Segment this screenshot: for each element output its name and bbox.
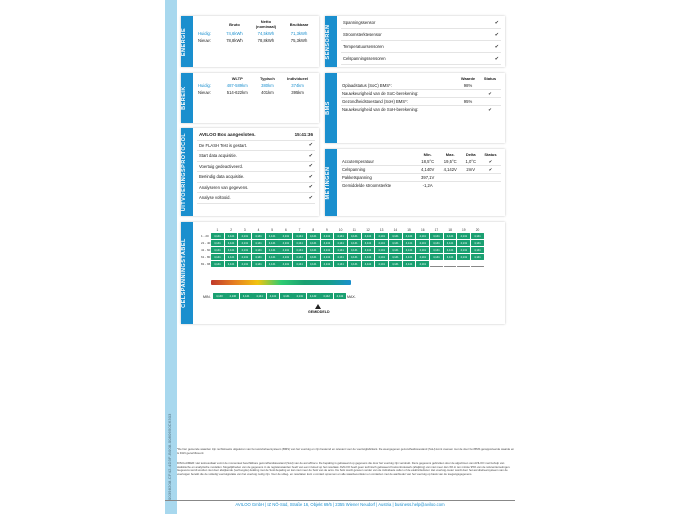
header-netto: Netto (nominaal): [255, 19, 277, 29]
cell-empty: [444, 261, 457, 267]
cell-voltage: 4,141: [444, 233, 457, 239]
cell-voltage: 4,141: [307, 261, 320, 267]
cell-voltage: 4,141: [362, 240, 375, 246]
cell-voltage: 4,141: [348, 254, 361, 260]
check-icon: ✔: [308, 152, 313, 159]
header-delta: Delta: [465, 152, 476, 157]
cell-voltage: 4,141: [430, 254, 443, 260]
column-header: 15: [407, 228, 411, 232]
footer-note: *De hier getoonde waarden zijn rechtstreeks uitgelezen van het accubeheersysteem (BMS) van het voertuig en zijn bestemd en relevant voor de voertuigfabrikant. De weergegeven gezondheidstoestand (SoH) komt overeen met de door het BMS gerapporteerde waarde en is DAN gecertificeerd.: [177, 447, 515, 455]
cell-voltage: 4,141: [403, 247, 416, 253]
column-header: 18: [448, 228, 452, 232]
sensoren-tab: SENSOREN: [325, 16, 337, 67]
check-icon: ✔: [308, 194, 313, 201]
column-header: 17: [434, 228, 439, 232]
cell-row: [201, 240, 485, 246]
cell-voltage: 4,141: [348, 247, 361, 253]
protocol-step-label: Start data acquisitie.: [199, 153, 237, 159]
column-header: 9: [326, 228, 328, 232]
check-icon: ✔: [494, 43, 499, 50]
voltage-legend: [213, 293, 347, 299]
max-label: MAX.: [347, 295, 356, 299]
legend-cell: 4,141: [293, 293, 306, 299]
protocol-step-label: Analyseren van gegevens.: [199, 184, 249, 190]
cell-voltage: 4,141: [307, 240, 320, 246]
cell-voltage: 4,141: [430, 240, 443, 246]
column-header: 13: [379, 228, 384, 232]
header-individueel: Individueel: [287, 76, 309, 81]
cell-voltage: 4,141: [321, 233, 334, 239]
cell-voltage: 4,141: [225, 240, 238, 246]
cell-voltage: 4,141: [266, 240, 279, 246]
cell-empty: [457, 261, 470, 267]
header-min: Min.: [423, 152, 432, 157]
cell-row: [201, 233, 485, 239]
legend-cell: 4,141: [267, 293, 280, 299]
column-header: 12: [366, 228, 370, 232]
bms-row: Oplaadstatus (SoC) BMS*: 98%: [341, 82, 501, 90]
header-status: Status: [483, 76, 497, 81]
cell-voltage: 4,141: [362, 254, 375, 260]
row-label: 21 - 40: [201, 241, 211, 245]
bms-card: [325, 73, 505, 143]
sensoren-card: [325, 16, 505, 67]
sensor-label: Spanningssensor: [343, 20, 376, 25]
row-label: 61 - 80: [201, 255, 211, 259]
check-icon: ✔: [308, 173, 313, 180]
cell-voltage: 4,141: [375, 240, 388, 246]
cell-voltage: 4,141: [348, 240, 361, 246]
cell-voltage: 4,141: [238, 233, 251, 239]
cell-voltage: 4,141: [225, 247, 238, 253]
energie-table: [197, 18, 315, 44]
cell-voltage: 4,141: [362, 261, 375, 267]
cell-voltage: 4,141: [293, 240, 306, 246]
cell-voltage: 4,141: [471, 240, 484, 246]
sensor-item: [341, 29, 501, 41]
cell-voltage: 4,141: [321, 247, 334, 253]
sidebar-strip: [165, 0, 177, 514]
sensor-label: Celspanningssensoren: [343, 56, 386, 61]
header-status: Status: [484, 152, 497, 157]
cell-voltage: 4,141: [211, 254, 224, 260]
protocol-step: [197, 172, 315, 183]
bms-row: Gezondheidstoestand (SoH) BMS*: 95%: [341, 98, 501, 106]
cell-voltage: 4,141: [293, 233, 306, 239]
protocol-step: [197, 141, 315, 152]
cell-voltage: 4,141: [389, 261, 402, 267]
cell-voltage: 4,141: [266, 233, 279, 239]
cell-voltage: 4,141: [430, 233, 443, 239]
sensor-label: Temperatuursensoren: [343, 44, 384, 49]
column-header: 19: [462, 228, 466, 232]
header-max: Max.: [445, 152, 455, 157]
bms-row: Nauwkeurigheid van de SoH-berekening: ✔: [342, 107, 492, 112]
energie-card: [181, 16, 319, 67]
cell-voltage: 4,141: [252, 240, 265, 246]
legend-cell: 4,142: [320, 293, 333, 299]
cell-voltage: 4,141: [389, 247, 402, 253]
cell-voltage: 4,141: [416, 247, 429, 253]
energie-row-nieuw: Nieuw: 78,8kWh 78,8kWh 75,3kWh: [198, 38, 308, 43]
header-bruto: Bruto: [229, 21, 240, 27]
cell-voltage: 4,141: [457, 240, 470, 246]
cell-voltage: 4,141: [457, 247, 470, 253]
cell-voltage: 4,141: [279, 233, 292, 239]
footer-address: AVILOO GmbH | IZ NÖ-Süd, Straße 16, Objekt 69/5 | 2355 Wiener Neudorf | Austria | business.help@aviloo.com: [235, 502, 445, 507]
bms-row: Nauwkeurigheid van de SoC-berekening: ✔: [341, 90, 501, 98]
cell-voltage: 4,141: [307, 247, 320, 253]
cell-voltage: 4,141: [211, 261, 224, 267]
cell-voltage: 4,141: [225, 233, 238, 239]
cell-voltage-grid: [201, 228, 485, 268]
metingen-row: Accutemperatuur 18,5°C 19,5°C 1,0°C ✔: [341, 158, 501, 166]
cell-voltage: 4,141: [279, 240, 292, 246]
check-icon: ✔: [308, 163, 313, 170]
metingen-row: Gemiddelde stroomsterkte -1,2A: [342, 183, 433, 188]
cell-voltage: 4,141: [266, 254, 279, 260]
cell-voltage: 4,141: [362, 247, 375, 253]
cell-voltage: 4,141: [444, 240, 457, 246]
cell-voltage: 4,141: [389, 240, 402, 246]
column-header: 1: [216, 228, 219, 232]
bms-table: [341, 75, 501, 113]
header-typisch: Typisch: [260, 76, 275, 81]
metingen-tab: METINGEN: [325, 149, 337, 216]
cell-voltage: 4,141: [444, 247, 457, 253]
cell-voltage: 4,141: [307, 254, 320, 260]
cell-voltage: 4,141: [238, 247, 251, 253]
protocol-list: [197, 141, 315, 204]
protocol-step-label: De FLASH Test is gestart.: [199, 142, 248, 148]
sensor-item: [341, 17, 501, 29]
gemiddeld-marker-icon: [315, 304, 321, 309]
bereik-card: [181, 73, 319, 123]
cell-voltage: 4,141: [416, 240, 429, 246]
column-header: 2: [230, 228, 232, 232]
protocol-step-label: Beëindig data acquisitie.: [199, 174, 245, 180]
cell-voltage: 4,141: [403, 240, 416, 246]
check-icon: ✔: [494, 55, 499, 62]
cell-voltage: 4,141: [293, 247, 306, 253]
cell-voltage: 4,141: [334, 247, 347, 253]
cell-voltage: 4,141: [375, 254, 388, 260]
celspanning-card: [181, 222, 505, 324]
report-id: 00398208-CF42-4D3F-B008-0080650C6303: [167, 413, 172, 500]
bereik-row-huidig: Huidig: 487-589km 380km 374km: [198, 83, 304, 88]
row-label: 81 - 96: [201, 262, 211, 266]
cell-voltage: 4,141: [389, 233, 402, 239]
cell-voltage: 4,141: [252, 233, 265, 239]
cell-voltage: 4,141: [279, 254, 292, 260]
cell-voltage: 4,141: [334, 233, 347, 239]
cell-voltage: 4,141: [416, 233, 429, 239]
legend-cell: 4,141: [253, 293, 266, 299]
check-icon: ✔: [494, 31, 499, 38]
protocol-tab: UITVOERINGSPROTOCOL: [181, 128, 193, 216]
report-page: [165, 0, 515, 514]
bms-tab: BMS: [325, 73, 337, 143]
cell-voltage: 4,141: [252, 254, 265, 260]
footer-disclaimer: DISCLAIMER: Het testresultaat vormt de momenteel beschikbare gezondheidstoestand (SoH) van de accu/Diocu. De bepaling is gebaseerd op gegevens die door het voertuig zijn verstrekt. Deze gegevens gebruiken door de algoritmen van AVILOO met behulp van statistische en analytische modellen. Mogelijkheden van de gegevens in de registerwaarden heeft van een invloed op het resultaat. AVILOO heeft geen technisch gebaseerd foutcontrolewerk (afwijking) van niet meer dan 3% in ten minste 95% van de referentiemetingen. Gegevens wordt worden niet door afwijkende (verhoogde) dekking met de SoH-bepaling en kan niet meer de SoH van de accu. De SoH wordt gewoon verder van de individuele cellen of de elektriciteitscel. Het voertuig-meter wordt door het accubeheersysteem van de voertuigen bereikt die de volledig voertuigrelatie van het voertuig nodig zijn. Voor de uitleg- en resultaten kunt u contact opnemen en alle waardeoordelen en contacten met de aanbieder van het voertuig op basis van de toegangsgegevens.: [177, 461, 511, 476]
celspanning-tab: CELSPANNINGSTABEL: [181, 222, 193, 324]
column-header: 8: [312, 228, 315, 232]
cell-voltage: 4,141: [225, 261, 238, 267]
cell-voltage: 4,141: [403, 233, 416, 239]
cell-voltage: 4,141: [362, 233, 375, 239]
cell-voltage: 4,141: [348, 233, 361, 239]
row-label: 1 - 20: [201, 234, 209, 238]
cell-voltage: 4,141: [293, 254, 306, 260]
protocol-step-label: Analyse voltooid.: [199, 195, 231, 201]
min-label: MIN.: [203, 295, 211, 299]
sensor-item: [341, 41, 501, 53]
column-header: 3: [243, 228, 246, 232]
cell-voltage: 4,141: [457, 254, 470, 260]
footer-divider: [165, 500, 515, 501]
legend-cell: 4,142: [334, 293, 347, 299]
energie-tab: ENERGIE: [181, 16, 193, 67]
check-icon: ✔: [308, 142, 313, 149]
cell-voltage: 4,141: [266, 247, 279, 253]
protocol-step-label: Voertuig gedeactiveerd.: [199, 163, 243, 169]
sensor-list: [341, 17, 501, 65]
bereik-table: [197, 75, 315, 96]
sensor-label: Stroomsterktesensor: [343, 32, 382, 37]
protocol-step: [197, 162, 315, 173]
cell-voltage: 4,141: [279, 261, 292, 267]
column-header: 14: [393, 228, 398, 232]
cell-voltage: 4,141: [334, 254, 347, 260]
protocol-card: [181, 128, 319, 216]
cell-voltage: 4,141: [334, 240, 347, 246]
column-header: 7: [298, 228, 301, 232]
metingen-card: [325, 149, 505, 216]
column-header: 4: [257, 228, 260, 232]
row-label: 41 - 60: [201, 248, 211, 252]
legend-cell: 4,140: [226, 293, 239, 299]
protocol-step: [197, 151, 315, 162]
protocol-header: AVILOO Box aangesloten. 15:41:36: [197, 130, 315, 141]
cell-voltage: 4,141: [321, 261, 334, 267]
legend-cell: 4,141: [280, 293, 293, 299]
check-icon: ✔: [494, 19, 499, 26]
cell-voltage: 4,141: [307, 233, 320, 239]
cell-voltage: 4,141: [225, 254, 238, 260]
cell-empty: [471, 261, 484, 267]
cell-voltage: 4,141: [403, 261, 416, 267]
header-waarde: Waarde: [460, 76, 476, 81]
cell-voltage: 4,141: [293, 261, 306, 267]
metingen-row: Pakketspanning 397,1V: [341, 174, 501, 182]
cell-voltage: 4,141: [321, 254, 334, 260]
cell-voltage: 4,141: [403, 254, 416, 260]
cell-voltage: 4,141: [211, 247, 224, 253]
cell-voltage: 4,141: [430, 247, 443, 253]
cell-voltage: 4,141: [211, 233, 224, 239]
column-header: 6: [284, 228, 287, 232]
header-bruikbaar: Bruikbaar: [289, 21, 309, 27]
legend-cell: 4,141: [240, 293, 253, 299]
cell-voltage: 4,141: [348, 261, 361, 267]
cell-empty: [430, 261, 443, 267]
cell-voltage: 4,141: [252, 261, 265, 267]
bereik-tab: BEREIK: [181, 73, 193, 123]
protocol-step: [197, 193, 315, 204]
cell-voltage: 4,141: [334, 261, 347, 267]
cell-voltage: 4,141: [279, 247, 292, 253]
column-header: 20: [475, 228, 480, 232]
sensor-item: [341, 53, 501, 65]
metingen-table: [341, 151, 501, 189]
cell-voltage: 4,141: [444, 254, 457, 260]
cell-voltage: 4,141: [457, 233, 470, 239]
cell-voltage: 4,141: [471, 247, 484, 253]
column-header: 10: [338, 228, 343, 232]
cell-voltage: 4,141: [375, 233, 388, 239]
cell-voltage: 4,141: [375, 261, 388, 267]
cell-voltage: 4,141: [321, 240, 334, 246]
column-header: 11: [352, 228, 356, 232]
cell-voltage: 4,141: [471, 233, 484, 239]
column-header: 5: [271, 228, 274, 232]
cell-voltage: 4,141: [238, 254, 251, 260]
cell-row: [201, 247, 485, 253]
legend-cell: 4,140: [213, 293, 226, 299]
cell-row: [201, 254, 485, 260]
cell-voltage: 4,141: [252, 247, 265, 253]
energie-row-huidig: Huidig: 74,6kWh 74,5kWh 71,3kWh: [198, 31, 308, 36]
legend-cell: 4,142: [307, 293, 320, 299]
cell-voltage: 4,141: [416, 261, 429, 267]
check-icon: ✔: [308, 184, 313, 191]
cell-rows: [201, 233, 485, 267]
protocol-step: [197, 183, 315, 194]
cell-row: [201, 261, 485, 267]
cell-voltage: 4,141: [211, 240, 224, 246]
bereik-row-nieuw: Nieuw: 514-622km 401km 395km: [198, 90, 304, 95]
cell-voltage: 4,141: [266, 261, 279, 267]
gemiddeld-label: GEMIDDELD: [308, 310, 330, 314]
cell-voltage: 4,141: [238, 261, 251, 267]
cell-voltage: 4,141: [238, 240, 251, 246]
column-header: 16: [420, 228, 425, 232]
cell-voltage: 4,141: [471, 254, 484, 260]
voltage-gradient-bar: [211, 280, 351, 285]
cell-voltage: 4,141: [375, 247, 388, 253]
cell-voltage: 4,141: [389, 254, 402, 260]
metingen-row: Celspanning 4,140V 4,142V 2mV ✔: [341, 166, 501, 174]
cell-voltage: 4,141: [416, 254, 429, 260]
header-wltp: WLTP: [231, 76, 243, 81]
